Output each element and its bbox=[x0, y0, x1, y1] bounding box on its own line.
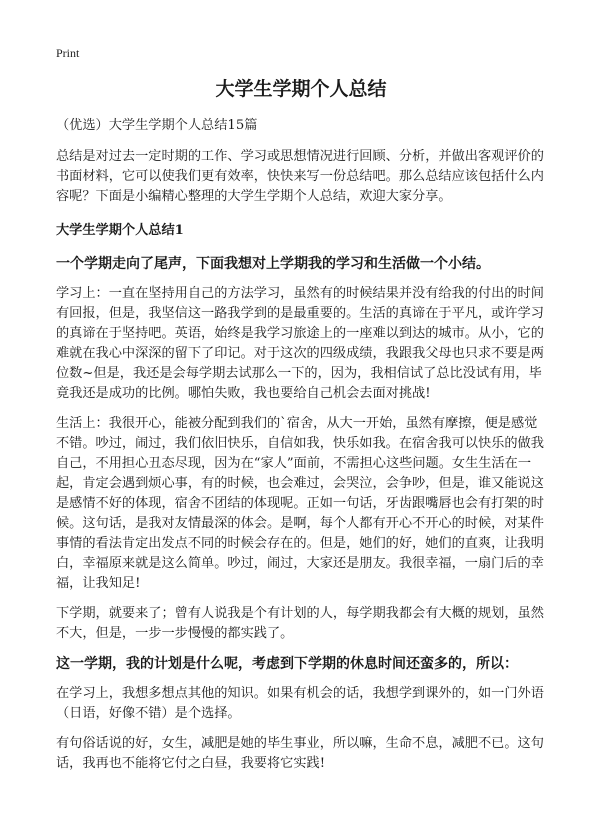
lead-sentence: 一个学期走向了尾声，下面我想对上学期我的学习和生活做一个小结。 bbox=[56, 256, 490, 272]
next-term-paragraph: 下学期，就要来了；曾有人说我是个有计划的人，每学期我都会有大概的规划，虽然不大，但是，一步一步慢慢的都实践了。 bbox=[56, 606, 544, 641]
plan-heading: 这一学期，我的计划是什么呢，考虑到下学期的休息时间还蛮多的，所以： bbox=[56, 656, 518, 672]
intro-paragraph: 总结是对过去一定时期的工作、学习或思想情况进行回顾、分析，并做出客观评价的书面材料，它可以使我们更有效率，快快来写一份总结吧。那么总结应该包括什么内容呢？下面是小编精心整理的大学生学期个人总结，欢迎大家分享。 bbox=[56, 149, 544, 204]
life-paragraph: 生活上：我很开心，能被分配到我们的`宿舍，从大一开始，虽然有摩擦，便是感觉不错。吵过，闹过，我们依旧快乐，自信如我，快乐如我。在宿舍我可以快乐的做我自己，不用担心丑态尽现，因为在“家人”面前，不需担心这些问题。女生生活在一起，肯定会遇到烦心事，有的时候，也会难过，会哭泣，会争吵，但是，谁又能说这是感情不好的体现，宿舍不团结的体现呢。正如一句话，牙齿跟嘴唇也会有打架的时候。这句话，是我对友情最深的体会。是啊，每个人都有开心不开心的时候，对某件事情的看法肯定出发点不同的时候会存在的。但是，她们的好，她们的直爽，让我明白，幸福原来就是这么简单。吵过，闹过，大家还是朋友。我很幸福，一扇门后的幸福，让我知足! bbox=[56, 416, 544, 591]
study-paragraph: 学习上：一直在坚持用自己的方法学习，虽然有的时候结果并没有给我的付出的时间有回报，但是，我坚信这一路我学到的是最重要的。生活的真谛在于平凡，或许学习的真谛在于坚持吧。英语，始终是我学习旅途上的一座难以到达的城市。从小，它的难就在我心中深深的留下了印记。对于这次的四级成绩，我跟我父母也只求不要是两位数~但是，我还是会每学期去试那么一下的，因为，我相信试了总比没试有用，毕竟我还是成功的比例。哪怕失败，我也要给自己机会去面对挑战! bbox=[56, 286, 544, 401]
print-label[interactable]: Print bbox=[56, 46, 80, 60]
document-title: 大学生学期个人总结 bbox=[215, 78, 387, 100]
plan-diet-paragraph: 有句俗话说的好，女生，减肥是她的毕生事业，所以嘛，生命不息，减肥不已。这句话，我再也不能将它付之白昼，我要将它实践! bbox=[56, 736, 544, 771]
document-subtitle: （优选）大学生学期个人总结15篇 bbox=[56, 118, 258, 133]
plan-study-paragraph: 在学习上，我想多想点其他的知识。如果有机会的话，我想学到课外的，如一门外语（日语，好像不错）是个选择。 bbox=[56, 686, 544, 721]
section-heading: 大学生学期个人总结1 bbox=[56, 223, 184, 238]
